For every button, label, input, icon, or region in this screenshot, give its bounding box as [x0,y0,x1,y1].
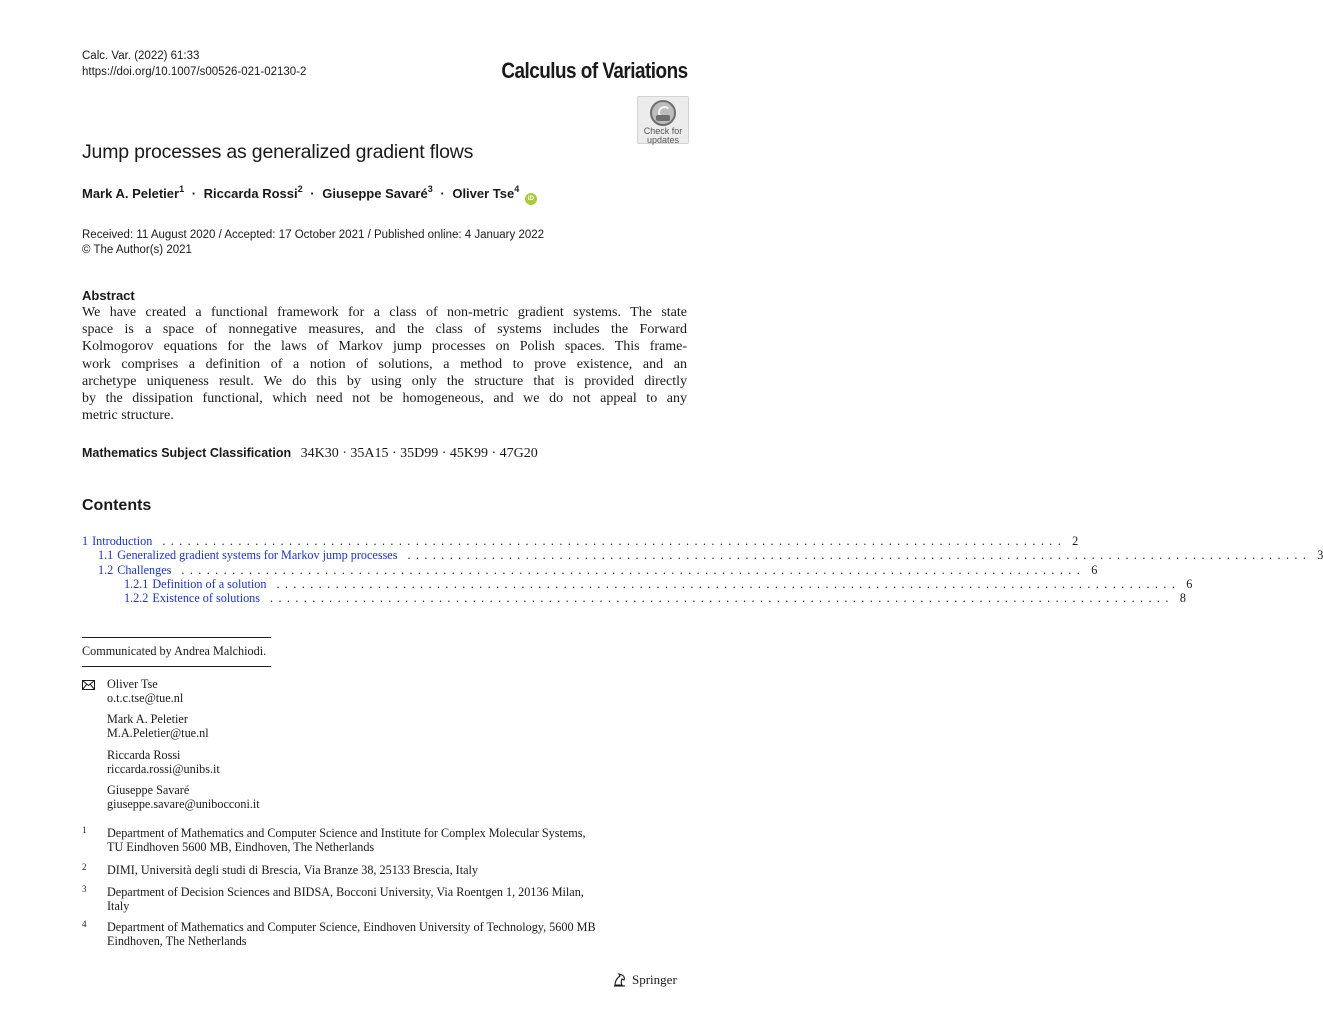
author-name[interactable]: Giuseppe Savaré [322,186,428,201]
toc-link[interactable]: 1 Introduction [82,534,153,548]
toc-page-number: 6 [1091,562,1098,577]
toc-entry[interactable] [82,576,1193,591]
springer-horse-icon [612,972,628,988]
affiliation-line: Department of Mathematics and Computer Science and Institute for Complex Molecular Systems, [107,826,586,840]
msc-label: Mathematics Subject Classification [82,446,292,460]
contact-name: Mark A. Peletier [107,712,188,726]
contact-name: Oliver Tse [107,677,158,691]
affiliation-line: DIMI, Università degli studi di Brescia, Via Branze 38, 25133 Brescia, Italy [107,863,479,877]
abstract-line: metric structure. [82,408,174,424]
toc-entry[interactable] [82,562,1098,577]
contact-email[interactable]: riccarda.rossi@unibs.it [107,762,220,777]
journal-name: Calculus of Variations [501,58,688,83]
author-separator: · [440,186,445,201]
check-updates-icon [650,100,676,126]
author-separator: · [310,186,315,201]
msc-classification [82,446,538,462]
contact-email[interactable]: M.A.Peletier@tue.nl [107,726,209,741]
affiliation-line: Italy [107,899,130,914]
affiliation-number: 3 [82,884,87,894]
check-for-updates-badge[interactable] [637,96,689,144]
affiliation-number: 1 [82,825,87,835]
contact-entry [107,677,183,706]
journal-citation: Calc. Var. (2022) 61:33 [82,50,200,62]
affiliation-line: Department of Mathematics and Computer Science, Eindhoven University of Technology, 5600 MB [107,920,596,934]
toc-link[interactable]: 1.1 Generalized gradient systems for Markov jump processes [98,548,398,563]
affiliation-number: 2 [82,862,87,872]
author-affil-number: 4 [514,183,520,194]
affiliation-line: Department of Decision Sciences and BIDSA, Bocconi University, Via Roentgen 1, 20136 Milan, [107,885,584,899]
toc-link[interactable]: 1.2.1 Definition of a solution [124,576,267,591]
toc-link[interactable]: 1.2.2 Existence of solutions [124,591,261,606]
toc-leader: ........................................................................................................... [276,576,1181,591]
abstract-line: archetype uniqueness result. We do this by using only the structure that is provided directly [82,373,687,389]
copyright-line: © The Author(s) 2021 [82,243,192,256]
affiliation-number: 4 [82,919,87,929]
publisher-logo [612,972,677,988]
toc-entry[interactable] [82,548,1323,563]
abstract-line: space is a space of nonnegative measures, and the class of systems includes the Forward [82,322,687,338]
publisher-name: Springer [632,972,677,987]
toc-leader: ........................................................................................................... [270,591,1174,606]
toc-entry[interactable] [82,591,1186,606]
contact-email[interactable]: o.t.c.tse@tue.nl [107,691,184,706]
abstract-line: work comprises a definition of a notion of solutions, a method to prove existence, and an [82,356,687,372]
publication-dates [82,228,544,257]
table-of-contents [82,534,1323,606]
history-dates: Received: 11 August 2020 / Accepted: 17 October 2021 / Published online: 4 January 2022 [82,229,545,241]
toc-page-number: 8 [1179,591,1186,606]
msc-codes: 34K30 · 35A15 · 35D99 · 45K99 · 47G20 [300,446,538,461]
toc-leader: ........................................................................................................... [407,548,1312,563]
contact-name: Giuseppe Savaré [107,783,190,797]
affiliation-line: Eindhoven, The Netherlands [107,934,247,949]
toc-link[interactable]: 1.2 Challenges [98,562,172,577]
toc-entry[interactable] [82,534,1079,548]
author-name[interactable]: Mark A. Peletier [82,186,180,201]
envelope-icon [82,680,95,690]
doi-link[interactable]: https://doi.org/10.1007/s00526-021-02130-2 [82,66,307,78]
abstract-body [82,304,687,424]
toc-leader: ........................................................................................................... [162,534,1067,548]
abstract-line: by the dissipation functional, which need not be homogeneous, and we do not appeal to any [82,391,687,407]
check-updates-label-2: updates [646,135,680,145]
abstract-heading: Abstract [82,288,135,303]
author-affil-number: 2 [297,183,303,194]
author-name[interactable]: Riccarda Rossi [203,186,298,201]
contact-entry [107,712,209,741]
toc-leader: ........................................................................................................... [181,562,1086,577]
author-affil-number: 3 [427,183,433,194]
abstract-line: We have created a functional framework for a class of non-metric gradient systems. The state [82,305,687,320]
contact-entry [107,783,260,812]
abstract-line: Kolmogorov equations for the laws of Markov jump processes on Polish spaces. This frame- [82,339,687,355]
contact-name: Riccarda Rossi [107,748,181,762]
footnote-rule [82,637,271,638]
author-separator: · [191,186,197,201]
communicated-by: Communicated by Andrea Malchiodi. [82,644,267,658]
check-updates-label-1: Check for [643,126,683,136]
toc-page-number: 2 [1072,534,1079,548]
orcid-icon[interactable]: iD [525,193,537,205]
contents-heading: Contents [82,497,152,514]
author-name[interactable]: Oliver Tse [452,186,515,201]
toc-page-number: 3 [1317,548,1323,563]
footnote-rule [82,666,271,667]
toc-page-number: 6 [1186,576,1193,591]
author-affil-number: 1 [179,183,185,194]
affiliation-line: TU Eindhoven 5600 MB, Eindhoven, The Netherlands [107,840,375,855]
contact-entry [107,748,220,777]
contact-email[interactable]: giuseppe.savare@unibocconi.it [107,797,260,812]
journal-citation-block [82,48,306,80]
paper-title: Jump processes as generalized gradient flows [82,141,474,163]
author-list [82,183,537,205]
